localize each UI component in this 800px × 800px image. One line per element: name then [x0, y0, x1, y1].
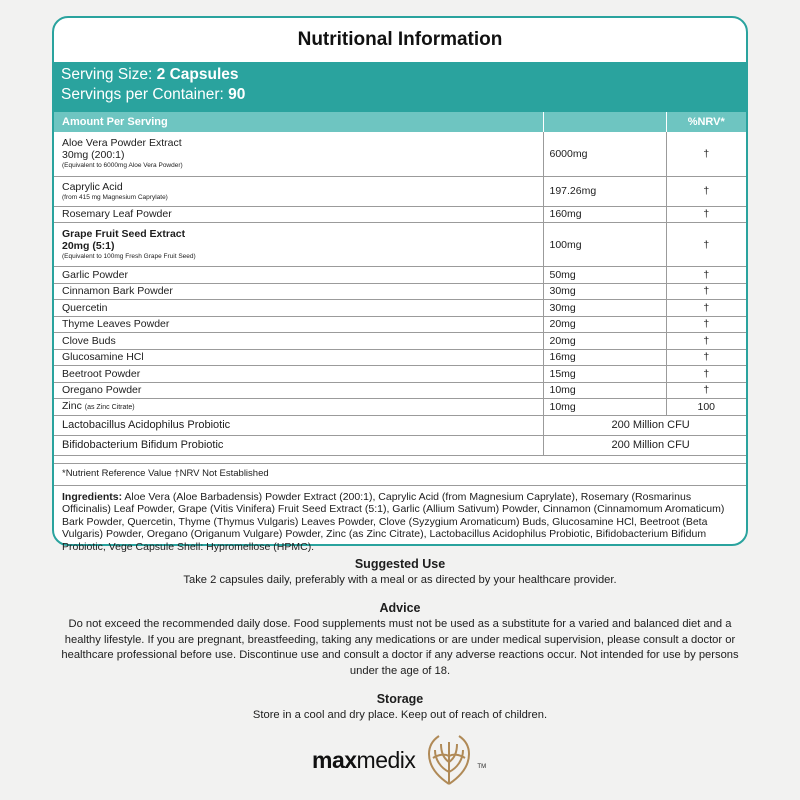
- panel-title: Nutritional Information: [297, 29, 503, 50]
- table-row: [54, 206, 746, 223]
- nutrition-panel: [52, 16, 748, 553]
- table-row: [54, 176, 746, 206]
- amount-cell: 15mg: [543, 366, 666, 383]
- ingredient-detail: 20mg (5:1): [62, 240, 115, 252]
- advice-heading: Advice: [379, 601, 421, 615]
- table-row: [54, 300, 746, 317]
- ingredient-name: Zinc: [62, 399, 82, 412]
- nrv-footnote: *Nutrient Reference Value †NRV Not Established: [54, 464, 746, 486]
- table-row: [54, 366, 746, 383]
- suggested-use-text: Take 2 capsules daily, preferably with a meal or as directed by your healthcare provider.: [183, 574, 617, 586]
- nrv-cell: †: [666, 223, 746, 267]
- serving-info: [54, 62, 746, 112]
- nrv-cell: †: [666, 316, 746, 333]
- ingredient-sub: (as Zinc Citrate): [84, 403, 135, 411]
- ingredient-name: Garlic Powder: [54, 267, 543, 284]
- probiotic-amount: 200 Million CFU: [543, 435, 746, 455]
- ingredient-name: Grape Fruit Seed Extract: [62, 228, 186, 240]
- ingredient-name: Rosemary Leaf Powder: [54, 206, 543, 223]
- ingredient-name: Aloe Vera Powder Extract: [62, 137, 182, 150]
- brand-emblem-icon: [423, 732, 475, 788]
- amount-cell: 100mg: [543, 223, 666, 267]
- amount-cell: 10mg: [543, 382, 666, 399]
- ingredient-name: Cinnamon Bark Powder: [54, 283, 543, 300]
- ingredient-sub: (from 415 mg Magnesium Caprylate): [62, 193, 168, 201]
- amount-cell: 50mg: [543, 267, 666, 284]
- ingredients-list: [54, 486, 746, 559]
- nrv-cell: †: [666, 267, 746, 284]
- amount-cell: 197.26mg: [543, 176, 666, 206]
- nrv-cell: †: [666, 300, 746, 317]
- ingredient-name: Clove Buds: [54, 333, 543, 350]
- serving-size: [61, 65, 746, 85]
- ingredient-name: Oregano Powder: [54, 382, 543, 399]
- header-amount-per-serving: Amount Per Serving: [54, 112, 543, 132]
- table-row: [54, 415, 746, 435]
- table-row: [54, 316, 746, 333]
- ingredient-cell: [54, 223, 543, 267]
- ingredient-sub: (Equivalent to 100mg Fresh Grape Fruit Seed): [62, 253, 196, 260]
- table-row: [54, 382, 746, 399]
- table-row: [54, 267, 746, 284]
- ingredient-cell: [54, 399, 543, 416]
- nrv-cell: †: [666, 333, 746, 350]
- probiotic-name: Bifidobacterium Bifidum Probiotic: [54, 435, 543, 455]
- servings-per-container: [61, 85, 746, 105]
- table-row: [54, 399, 746, 416]
- table-row: [54, 132, 746, 176]
- brand-name-part1: max: [312, 746, 357, 773]
- table-row: [54, 333, 746, 350]
- amount-cell: 20mg: [543, 333, 666, 350]
- probiotic-name: Lactobacillus Acidophilus Probiotic: [54, 415, 543, 435]
- nrv-cell: †: [666, 349, 746, 366]
- table-row: [54, 283, 746, 300]
- nutrition-table: [54, 112, 746, 456]
- amount-cell: 10mg: [543, 399, 666, 416]
- storage-heading: Storage: [376, 692, 424, 706]
- nrv-cell: †: [666, 283, 746, 300]
- probiotic-amount: 200 Million CFU: [543, 415, 746, 435]
- amount-cell: 160mg: [543, 206, 666, 223]
- ingredient-sub: (Equivalent to 6000mg Aloe Vera Powder): [62, 162, 183, 170]
- brand-wordmark: [312, 747, 415, 774]
- amount-cell: 16mg: [543, 349, 666, 366]
- table-header-row: [54, 112, 746, 132]
- storage-text: Store in a cool and dry place. Keep out of reach of children.: [252, 709, 548, 721]
- servings-per-container-label: Servings per Container:: [61, 86, 229, 103]
- amount-cell: 30mg: [543, 283, 666, 300]
- ingredient-cell: [54, 132, 543, 176]
- serving-size-label: Serving Size:: [61, 66, 157, 83]
- brand-logo: [312, 732, 486, 788]
- serving-size-value: 2 Capsules: [156, 66, 239, 83]
- nrv-cell: †: [666, 366, 746, 383]
- header-amount: [543, 112, 666, 132]
- advice-text: Do not exceed the recommended daily dose. Food supplements must not be used as a substitute for a varied and balanced diet and a healthy lifestyle. If you are pregnant, breastfeeding, taking any medications or are under medical supervision, please consult a doctor or healthcare professional before use. Discontinue use and consult a doctor if any adverse reactions occur. Not intended for use by persons under the age of 18.: [61, 618, 739, 677]
- amount-cell: 20mg: [543, 316, 666, 333]
- header-nrv: %NRV*: [666, 112, 746, 132]
- amount-cell: 6000mg: [543, 132, 666, 176]
- ingredient-cell: [54, 176, 543, 206]
- ingredient-name: Beetroot Powder: [54, 366, 543, 383]
- nrv-cell: †: [666, 176, 746, 206]
- table-row: [54, 223, 746, 267]
- trademark-symbol: TM: [477, 764, 487, 770]
- advice-section: [0, 601, 800, 679]
- storage-section: [0, 692, 800, 722]
- servings-per-container-value: 90: [228, 86, 246, 103]
- suggested-use-heading: Suggested Use: [354, 557, 446, 571]
- table-row: [54, 349, 746, 366]
- ingredient-name: Glucosamine HCl: [54, 349, 543, 366]
- ingredients-label: Ingredients:: [62, 490, 123, 503]
- nrv-cell: 100: [666, 399, 746, 416]
- ingredients-text: Aloe Vera (Aloe Barbadensis) Powder Extract (200:1), Caprylic Acid (from Magnesium Caprylate), Rosemary (Rosmarinus Officinalis) Leaf Powder, Grape (Vitis Vinifera) Fruit Seed Extract (5:1), Garlic (Allium Sativum) Powder, Cinnamon (Cinnamomum Aromaticum) Bark Powder, Quercetin, Thyme (Thymus Vulgaris) Leaves Powder, Clove (Syzygium Aromaticum) Buds, Glucosamine HCl, Beetroot (Beta Vulgaris) Powder, Oregano (Origanum Vulgare) Powder, Zinc (as Zinc Citrate), Lactobacillus Acidophilus Probiotic, Bifidobacterium Bifidum Probiotic, Vege Capsule Shell: Hypromellose (HPMC).: [62, 490, 725, 553]
- ingredient-name: Caprylic Acid: [62, 180, 123, 193]
- table-row: [54, 435, 746, 455]
- table-spacer: [54, 456, 746, 464]
- nrv-cell: †: [666, 382, 746, 399]
- nrv-cell: †: [666, 132, 746, 176]
- nrv-cell: †: [666, 206, 746, 223]
- ingredient-name: Quercetin: [54, 300, 543, 317]
- brand-name-part2: medix: [356, 746, 416, 773]
- amount-cell: 30mg: [543, 300, 666, 317]
- ingredient-name: Thyme Leaves Powder: [54, 316, 543, 333]
- suggested-use-section: [0, 557, 800, 587]
- ingredient-detail: 30mg (200:1): [62, 149, 125, 162]
